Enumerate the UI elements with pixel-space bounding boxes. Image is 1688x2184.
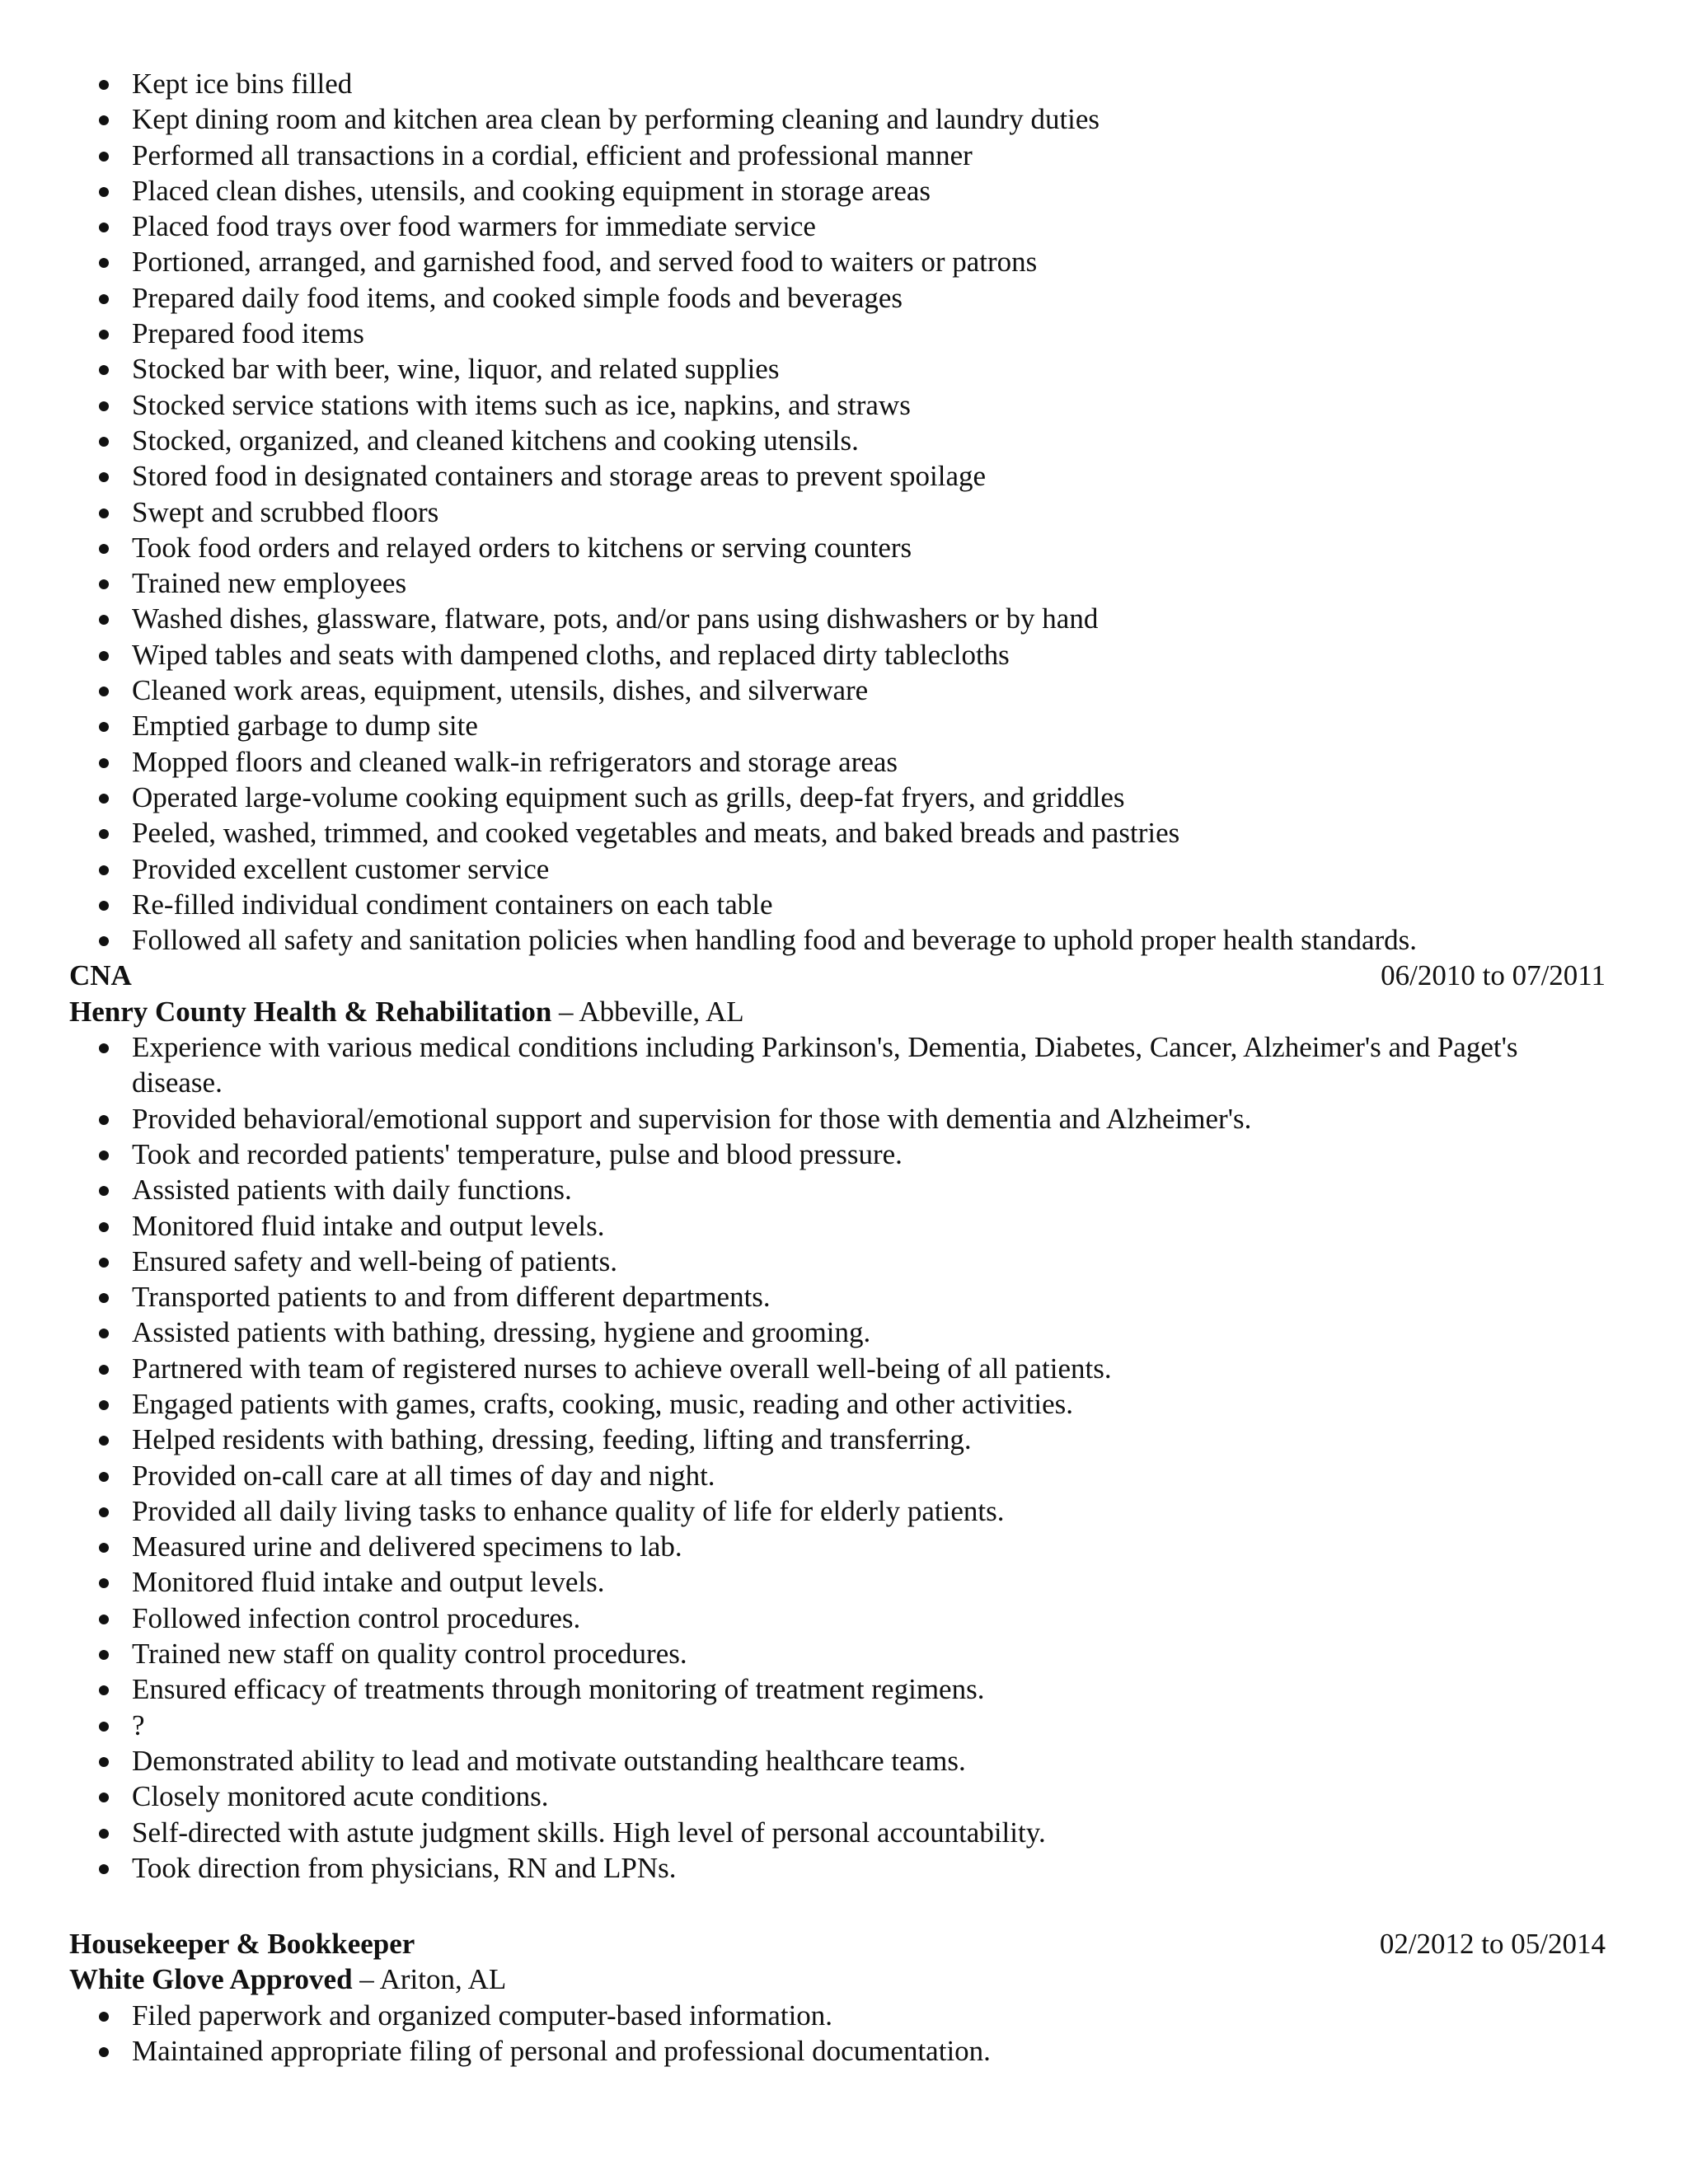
employer-line-housekeeper [69,1961,1609,1997]
list-item: Prepared food items [69,316,1609,351]
list-item: Experience with various medical conditions including Parkinson's, Dementia, Diabetes, Cancer, Alzheimer's and Paget's disease. [69,1029,1609,1101]
list-item: Measured urine and delivered specimens to lab. [69,1529,1609,1564]
list-item: Followed all safety and sanitation policies when handling food and beverage to uphold proper health standards. [69,922,1609,958]
list-item: Stocked service stations with items such as ice, napkins, and straws [69,387,1609,423]
list-item: Followed infection control procedures. [69,1601,1609,1636]
list-item: Stocked bar with beer, wine, liquor, and related supplies [69,351,1609,387]
job-title: CNA [69,959,132,992]
list-item: Trained new staff on quality control procedures. [69,1636,1609,1671]
list-item: Provided behavioral/emotional support and supervision for those with dementia and Alzheimer's. [69,1101,1609,1137]
list-item: ? [69,1708,1609,1743]
list-item: Emptied garbage to dump site [69,708,1609,743]
list-item: Prepared daily food items, and cooked simple foods and beverages [69,280,1609,316]
job-header-housekeeper [69,1926,1609,1961]
employer-line-cna [69,994,1609,1029]
list-item: Portioned, arranged, and garnished food, and served food to waiters or patrons [69,244,1609,279]
list-item: Peeled, washed, trimmed, and cooked vegetables and meats, and baked breads and pastries [69,815,1609,851]
list-item: Filed paperwork and organized computer-based information. [69,1998,1609,2033]
list-item: Provided on-call care at all times of day and night. [69,1458,1609,1493]
list-item: Took direction from physicians, RN and LPNs. [69,1850,1609,1886]
list-item: Helped residents with bathing, dressing, feeding, lifting and transferring. [69,1422,1609,1457]
list-item: Ensured efficacy of treatments through monitoring of treatment regimens. [69,1671,1609,1707]
list-item: Re-filled individual condiment containers on each table [69,887,1609,922]
duties-list-housekeeper [69,1998,1609,2069]
list-item: Performed all transactions in a cordial, efficient and professional manner [69,138,1609,173]
list-item: Kept ice bins filled [69,66,1609,101]
list-item: Provided excellent customer service [69,851,1609,887]
list-item: Placed food trays over food warmers for immediate service [69,209,1609,244]
job-header-cna [69,958,1609,993]
list-item: Transported patients to and from different departments. [69,1279,1609,1315]
list-item: Swept and scrubbed floors [69,494,1609,530]
list-item: Kept dining room and kitchen area clean by performing cleaning and laundry duties [69,101,1609,137]
job-title: Housekeeper & Bookkeeper [69,1928,415,1961]
employer-name: Henry County Health & Rehabilitation [69,995,552,1028]
list-item: Maintained appropriate filing of personal and professional documentation. [69,2033,1609,2069]
list-item: Cleaned work areas, equipment, utensils, dishes, and silverware [69,673,1609,708]
list-item: Stored food in designated containers and storage areas to prevent spoilage [69,458,1609,494]
resume-page [69,66,1609,2069]
list-item: Washed dishes, glassware, flatware, pots, and/or pans using dishwashers or by hand [69,601,1609,636]
list-item: Partnered with team of registered nurses to achieve overall well-being of all patients. [69,1351,1609,1386]
list-item: Self-directed with astute judgment skills. High level of personal accountability. [69,1815,1609,1850]
list-item: Mopped floors and cleaned walk-in refrigerators and storage areas [69,744,1609,780]
employer-location: – Ariton, AL [352,1963,507,1996]
list-item: Demonstrated ability to lead and motivate outstanding healthcare teams. [69,1743,1609,1779]
list-item: Stocked, organized, and cleaned kitchens and cooking utensils. [69,423,1609,458]
list-item: Wiped tables and seats with dampened cloths, and replaced dirty tablecloths [69,637,1609,673]
list-item: Assisted patients with bathing, dressing, hygiene and grooming. [69,1315,1609,1350]
list-item: Closely monitored acute conditions. [69,1779,1609,1814]
duties-list-food-service [69,66,1609,958]
duties-list-cna [69,1029,1609,1886]
list-item: Operated large-volume cooking equipment such as grills, deep-fat fryers, and griddles [69,780,1609,815]
employer-name: White Glove Approved [69,1963,353,1996]
list-item: Placed clean dishes, utensils, and cooking equipment in storage areas [69,173,1609,209]
employer-location: – Abbeville, AL [551,995,744,1028]
list-item: Monitored fluid intake and output levels. [69,1564,1609,1600]
job-dates: 06/2010 to 07/2011 [1381,959,1606,992]
job-dates: 02/2012 to 05/2014 [1379,1928,1606,1961]
list-item: Engaged patients with games, crafts, cooking, music, reading and other activities. [69,1386,1609,1422]
list-item: Assisted patients with daily functions. [69,1172,1609,1207]
list-item: Took food orders and relayed orders to kitchens or serving counters [69,530,1609,565]
section-spacer [69,1886,1609,1926]
list-item: Provided all daily living tasks to enhance quality of life for elderly patients. [69,1493,1609,1529]
list-item: Took and recorded patients' temperature, pulse and blood pressure. [69,1137,1609,1172]
list-item: Trained new employees [69,565,1609,601]
list-item: Ensured safety and well-being of patients. [69,1244,1609,1279]
list-item: Monitored fluid intake and output levels. [69,1208,1609,1244]
